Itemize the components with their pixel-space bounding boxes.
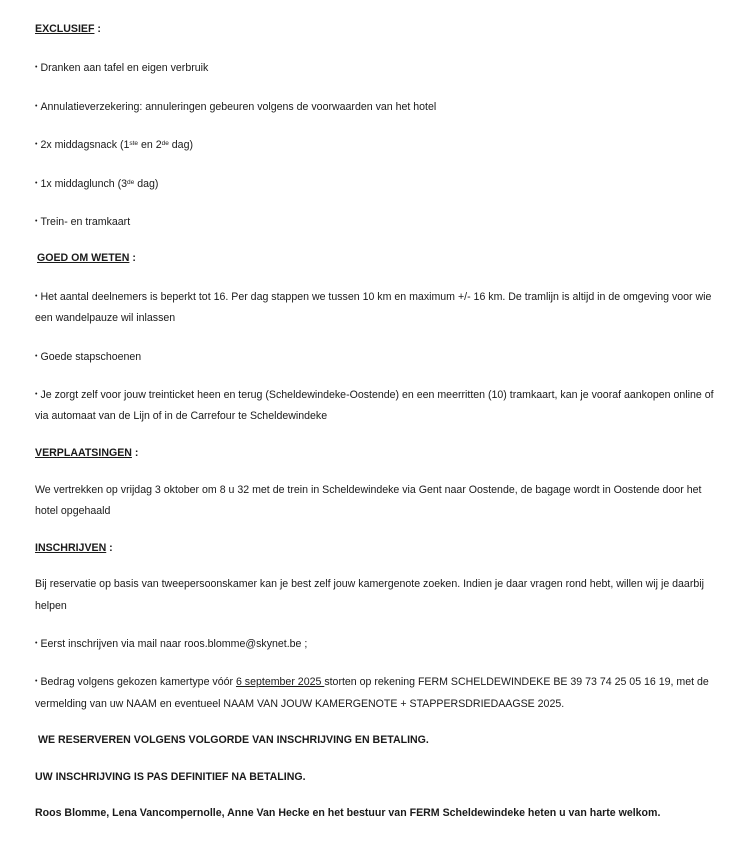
inschrijven-paragraph-line2: helpen [35,600,67,612]
exclusief-heading: EXCLUSIEF : [35,23,101,35]
closing-definitief: UW INSCHRIJVING IS PAS DEFINITIEF NA BETALING. [35,771,306,783]
goed-item-deelnemers-line1: • Het aantal deelnemers is beperkt tot 16. Per dag stappen we tussen 10 km en maximum +/- 16 km. De tramlijn is altijd in de omgeving voor wie [35,291,712,303]
goed-item-deelnemers-line2: een wandelpauze wil inlassen [35,312,176,324]
verplaatsingen-heading: VERPLAATSINGEN : [35,447,139,459]
exclusief-item-middaglunch: • 1x middaglunch (3de dag) [35,178,159,190]
goed-item-stapschoenen: • Goede stapschoenen [35,351,142,363]
inschrijven-item-bedrag-line1: • Bedrag volgens gekozen kamertype vóór 6 september 2025 storten op rekening FERM SCHELDEWINDEKE BE 39 73 74 25 05 16 19, met de [35,676,709,688]
closing-welkom: Roos Blomme, Lena Vancompernolle, Anne Van Hecke en het bestuur van FERM Scheldewindeke heten u van harte welkom. [35,807,661,819]
exclusief-item-annulatie: • Annulatieverzekering: annuleringen gebeuren volgens de voorwaarden van het hotel [35,101,437,113]
inschrijven-heading: INSCHRIJVEN : [35,542,113,554]
exclusief-item-dranken: • Dranken aan tafel en eigen verbruik [35,62,209,74]
bullet-icon: • [35,353,38,360]
inschrijven-item-bedrag-line2: vermelding van uw NAAM en eventueel NAAM VAN JOUW KAMERGENOTE + STAPPERSDRIEDAAGSE 2025. [35,698,565,710]
bullet-icon: • [35,180,38,187]
bullet-icon: • [35,218,38,225]
exclusief-heading-text: EXCLUSIEF [35,23,95,35]
verplaatsingen-line2: hotel opgehaald [35,505,111,517]
bullet-icon: • [35,640,38,647]
goed-item-treinticket-line2: via automaat van de Lijn of in de Carrefour te Scheldewindeke [35,410,328,422]
closing-volgorde: WE RESERVEREN VOLGENS VOLGORDE VAN INSCHRIJVING EN BETALING. [38,734,429,746]
goed-heading-text: GOED OM WETEN [37,252,130,264]
inschrijven-paragraph-line1: Bij reservatie op basis van tweepersoonskamer kan je best zelf jouw kamergenote zoeken. Indien je daar vragen rond hebt, willen wij je daarbij [35,578,704,590]
exclusief-item-kaart: • Trein- en tramkaart [35,216,131,228]
bullet-icon: • [35,293,38,300]
inschrijven-heading-text: INSCHRIJVEN [35,542,107,554]
exclusief-item-middagsnack: • 2x middagsnack (1ste en 2de dag) [35,139,193,151]
bullet-icon: • [35,678,38,685]
bullet-icon: • [35,103,38,110]
goed-item-treinticket-line1: • Je zorgt zelf voor jouw treinticket heen en terug (Scheldewindeke-Oostende) en een meerritten (10) tramkaart, kan je vooraf aankopen online of [35,389,714,401]
verplaatsingen-line1: We vertrekken op vrijdag 3 oktober om 8 u 32 met de trein in Scheldewindeke via Gent naar Oostende, de bagage wordt in Oostende door het [35,484,702,496]
goed-heading: GOED OM WETEN : [37,252,136,264]
inschrijven-item-mail: • Eerst inschrijven via mail naar roos.blomme@skynet.be ; [35,638,308,650]
bullet-icon: • [35,64,38,71]
payment-deadline: 6 september 2025 [235,676,325,688]
verplaatsingen-heading-text: VERPLAATSINGEN [35,447,132,459]
bullet-icon: • [35,141,38,148]
bullet-icon: • [35,391,38,398]
